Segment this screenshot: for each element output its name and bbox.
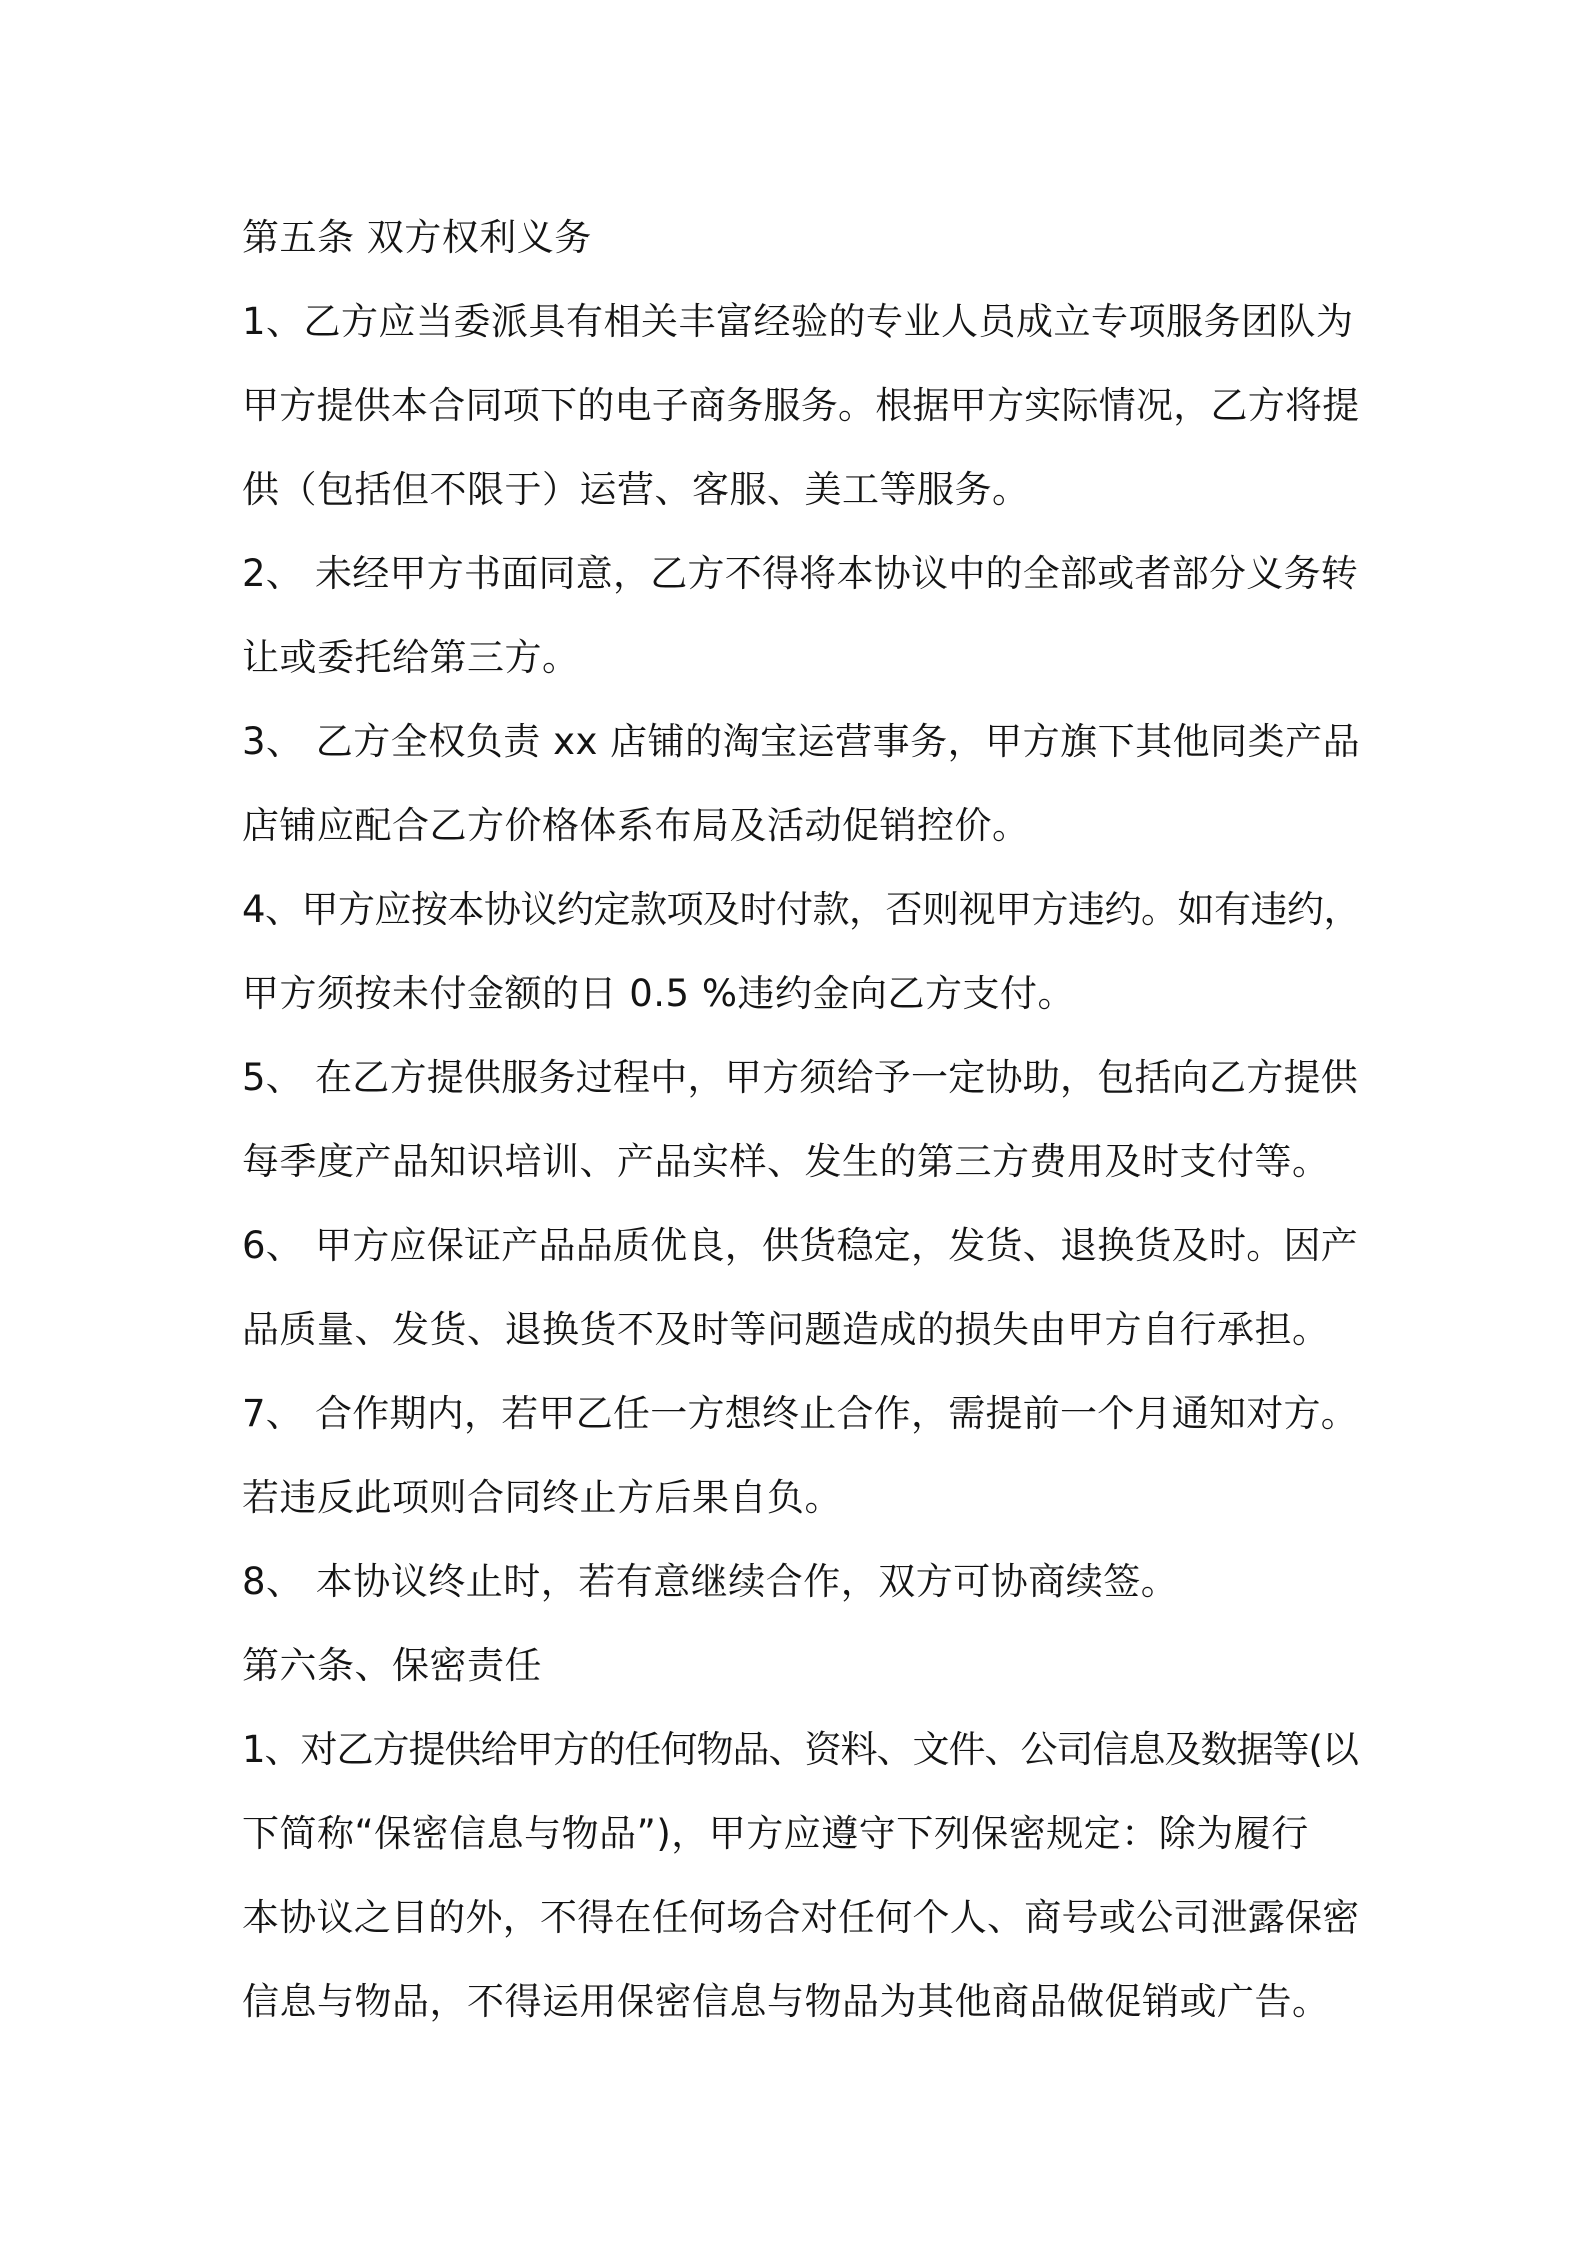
text-line: 7、 合作期内，若甲乙任一方想终止合作，需提前一个月通知对方。	[242, 1392, 1359, 1435]
text-line: 2、 未经甲方书面同意，乙方不得将本协议中的全部或者部分义务转	[242, 552, 1359, 595]
text-line: 供（包括但不限于）运营、客服、美工等服务。	[242, 468, 1030, 511]
text-line: 6、 甲方应保证产品品质优良，供货稳定，发货、退换货及时。因产	[242, 1224, 1359, 1267]
section-heading-5: 第五条 双方权利义务	[242, 216, 592, 259]
document-body	[242, 196, 1362, 2044]
text-line: 若违反此项则合同终止方后果自负。	[242, 1476, 842, 1519]
text-line: 8、 本协议终止时，若有意继续合作，双方可协商续签。	[242, 1560, 1179, 1603]
text-line: 甲方须按未付金额的日 0.5 %违约金向乙方支付。	[242, 972, 1076, 1015]
text-line: 让或委托给第三方。	[242, 636, 580, 679]
text-line: 1、乙方应当委派具有相关丰富经验的专业人员成立专项服务团队为	[242, 300, 1354, 343]
text-line: 3、 乙方全权负责 xx 店铺的淘宝运营事务，甲方旗下其他同类产品	[242, 720, 1361, 763]
text-line: 4、甲方应按本协议约定款项及时付款，否则视甲方违约。如有违约，	[242, 888, 1361, 931]
text-line: 5、 在乙方提供服务过程中，甲方须给予一定协助，包括向乙方提供	[242, 1056, 1359, 1099]
text-line: 每季度产品知识培训、产品实样、发生的第三方费用及时支付等。	[242, 1140, 1330, 1183]
text-line: 甲方提供本合同项下的电子商务服务。根据甲方实际情况，乙方将提	[242, 384, 1360, 427]
text-line: 下简称“保密信息与物品”)，甲方应遵守下列保密规定：除为履行	[242, 1812, 1309, 1855]
text-line: 1、对乙方提供给甲方的任何物品、资料、文件、公司信息及数据等(以	[242, 1728, 1358, 1771]
text-line: 本协议之目的外，不得在任何场合对任何个人、商号或公司泄露保密	[242, 1896, 1360, 1939]
text-line: 信息与物品，不得运用保密信息与物品为其他商品做促销或广告。	[242, 1980, 1330, 2023]
section-heading-6: 第六条、保密责任	[242, 1644, 542, 1687]
text-line: 店铺应配合乙方价格体系布局及活动促销控价。	[242, 804, 1030, 847]
text-line: 品质量、发货、退换货不及时等问题造成的损失由甲方自行承担。	[242, 1308, 1330, 1351]
